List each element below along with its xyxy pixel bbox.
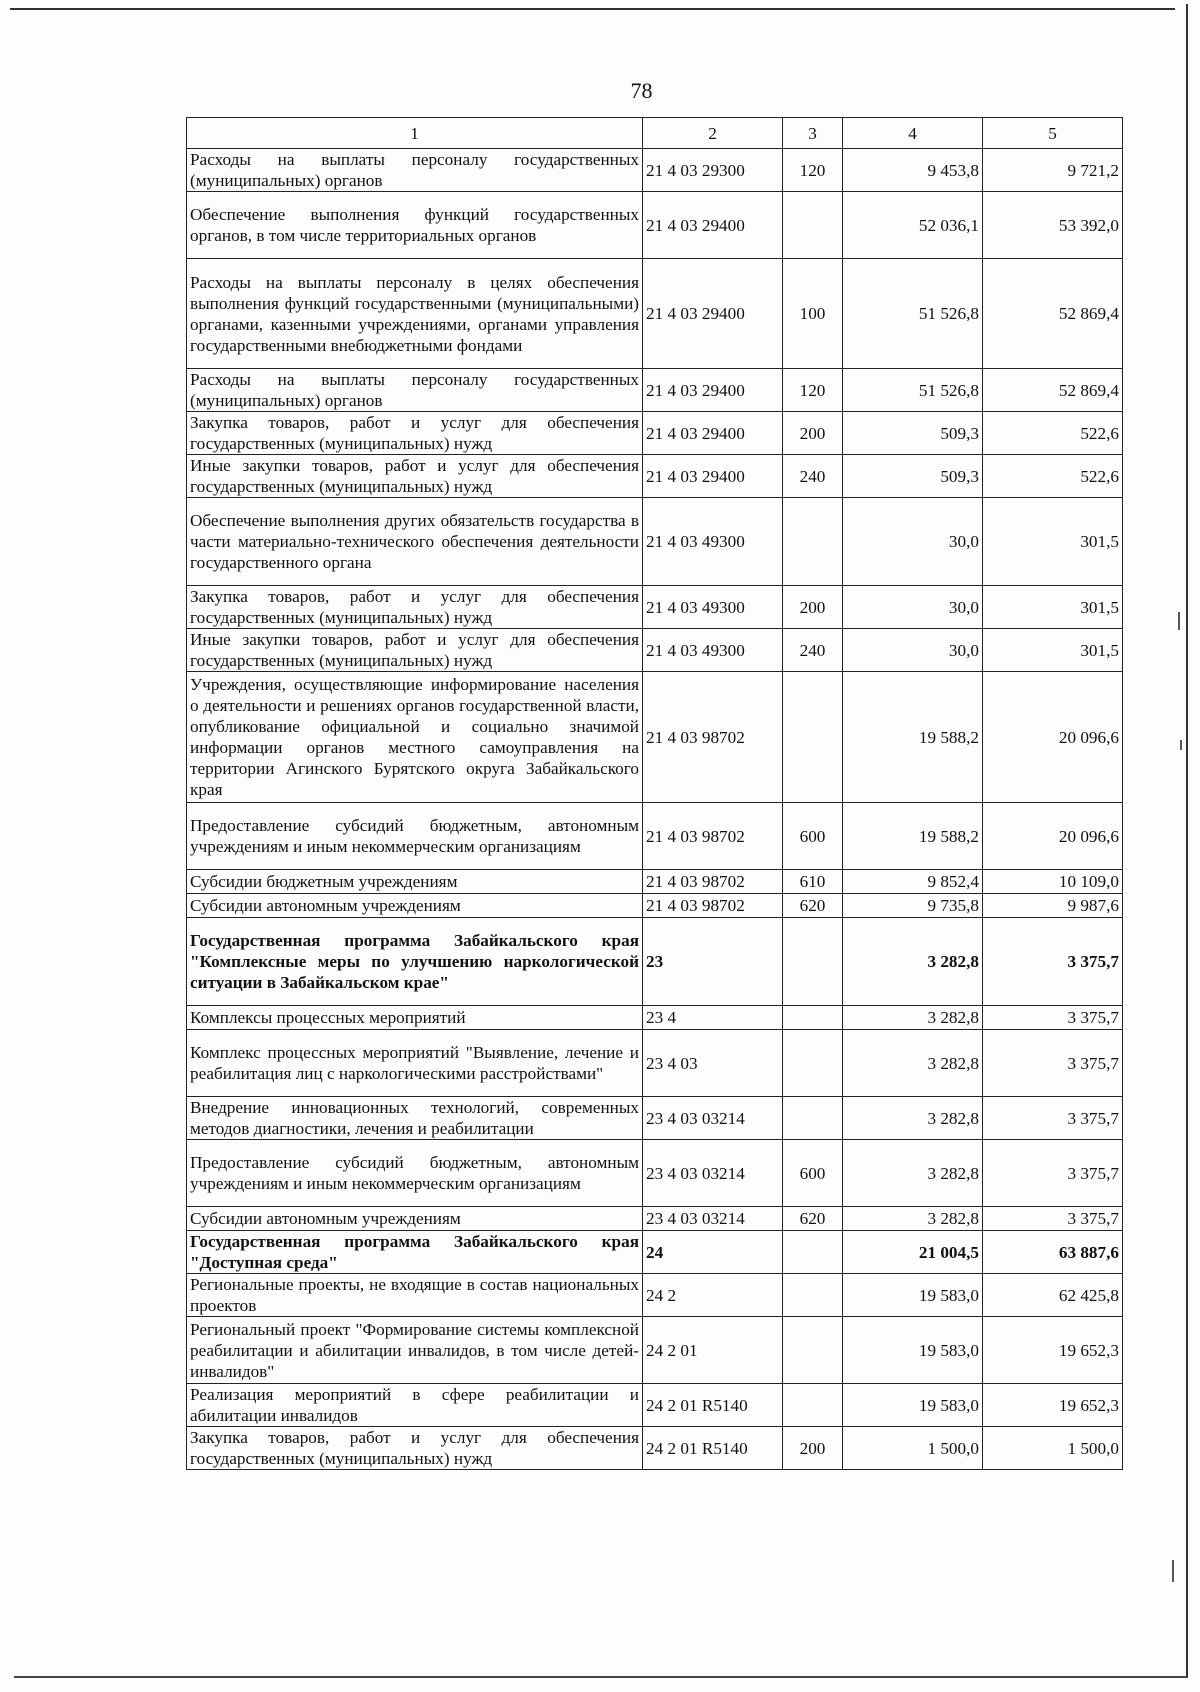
row-value-2: 3 375,7 <box>983 1207 1123 1231</box>
row-code: 21 4 03 29400 <box>643 192 783 259</box>
row-value-1: 9 735,8 <box>843 894 983 918</box>
row-name: Расходы на выплаты персоналу в целях обеспечения выполнения функций государственными (муниципальными) органами, казенными учреждениями, органами управления государственными внебюджетными фондами <box>187 259 643 369</box>
row-value-2: 301,5 <box>983 498 1123 586</box>
row-name: Субсидии бюджетным учреждениям <box>187 870 643 894</box>
row-type <box>783 498 843 586</box>
row-type <box>783 1384 843 1427</box>
row-name: Субсидии автономным учреждениям <box>187 1207 643 1231</box>
row-value-1: 19 588,2 <box>843 803 983 870</box>
row-type: 600 <box>783 803 843 870</box>
row-name: Государственная программа Забайкальского края "Комплексные меры по улучшению наркологической ситуации в Забайкальском крае" <box>187 918 643 1006</box>
row-value-2: 3 375,7 <box>983 1030 1123 1097</box>
row-type <box>783 1097 843 1140</box>
row-name: Предоставление субсидий бюджетным, автономным учреждениям и иным некоммерческим организациям <box>187 803 643 870</box>
row-name: Субсидии автономным учреждениям <box>187 894 643 918</box>
row-name: Комплекс процессных мероприятий "Выявление, лечение и реабилитация лиц с наркологическими расстройствами" <box>187 1030 643 1097</box>
row-code: 21 4 03 29400 <box>643 369 783 412</box>
row-type <box>783 1030 843 1097</box>
row-value-2: 3 375,7 <box>983 1097 1123 1140</box>
row-name: Расходы на выплаты персоналу государственных (муниципальных) органов <box>187 149 643 192</box>
row-value-1: 1 500,0 <box>843 1427 983 1470</box>
row-value-1: 509,3 <box>843 412 983 455</box>
page-edge-bottom <box>14 1676 1188 1678</box>
row-code: 23 <box>643 918 783 1006</box>
row-code: 23 4 03 03214 <box>643 1207 783 1231</box>
table-row <box>187 1006 1123 1030</box>
row-value-2: 63 887,6 <box>983 1231 1123 1274</box>
row-code: 21 4 03 49300 <box>643 629 783 672</box>
row-value-2: 3 375,7 <box>983 918 1123 1006</box>
row-type: 610 <box>783 870 843 894</box>
row-value-1: 21 004,5 <box>843 1231 983 1274</box>
page-edge-top <box>10 8 1175 10</box>
row-name: Иные закупки товаров, работ и услуг для обеспечения государственных (муниципальных) нужд <box>187 455 643 498</box>
table-row <box>187 412 1123 455</box>
table-row <box>187 1140 1123 1207</box>
row-type: 200 <box>783 586 843 629</box>
row-code: 24 2 01 R5140 <box>643 1427 783 1470</box>
table-row <box>187 369 1123 412</box>
row-name: Закупка товаров, работ и услуг для обеспечения государственных (муниципальных) нужд <box>187 412 643 455</box>
row-value-1: 19 588,2 <box>843 672 983 803</box>
page-number: 78 <box>630 78 653 103</box>
row-value-1: 509,3 <box>843 455 983 498</box>
row-value-1: 9 453,8 <box>843 149 983 192</box>
row-type <box>783 1006 843 1030</box>
row-value-2: 52 869,4 <box>983 259 1123 369</box>
table-row <box>187 1274 1123 1317</box>
row-code: 24 <box>643 1231 783 1274</box>
row-name: Расходы на выплаты персоналу государственных (муниципальных) органов <box>187 369 643 412</box>
row-value-1: 3 282,8 <box>843 918 983 1006</box>
column-header-name: 1 <box>187 118 643 149</box>
row-name: Государственная программа Забайкальского края "Доступная среда" <box>187 1231 643 1274</box>
row-value-1: 3 282,8 <box>843 1097 983 1140</box>
row-type: 200 <box>783 412 843 455</box>
row-value-2: 3 375,7 <box>983 1006 1123 1030</box>
row-type: 120 <box>783 369 843 412</box>
row-type <box>783 918 843 1006</box>
row-value-1: 19 583,0 <box>843 1384 983 1427</box>
table-row <box>187 1317 1123 1384</box>
row-name: Иные закупки товаров, работ и услуг для обеспечения государственных (муниципальных) нужд <box>187 629 643 672</box>
column-header-value-2: 5 <box>983 118 1123 149</box>
row-code: 21 4 03 49300 <box>643 586 783 629</box>
row-value-2: 53 392,0 <box>983 192 1123 259</box>
row-code: 21 4 03 98702 <box>643 672 783 803</box>
scan-mark <box>1180 740 1182 750</box>
row-value-2: 522,6 <box>983 455 1123 498</box>
row-code: 21 4 03 29400 <box>643 259 783 369</box>
row-type: 240 <box>783 629 843 672</box>
row-value-2: 3 375,7 <box>983 1140 1123 1207</box>
row-name: Комплексы процессных мероприятий <box>187 1006 643 1030</box>
table-row <box>187 1384 1123 1427</box>
row-value-1: 51 526,8 <box>843 259 983 369</box>
row-value-2: 62 425,8 <box>983 1274 1123 1317</box>
row-code: 21 4 03 98702 <box>643 870 783 894</box>
table-row <box>187 1231 1123 1274</box>
row-code: 21 4 03 98702 <box>643 894 783 918</box>
table-row <box>187 192 1123 259</box>
table-header-row <box>187 118 1123 149</box>
row-code: 21 4 03 98702 <box>643 803 783 870</box>
row-value-2: 20 096,6 <box>983 672 1123 803</box>
row-value-2: 19 652,3 <box>983 1384 1123 1427</box>
row-type: 620 <box>783 894 843 918</box>
row-code: 23 4 <box>643 1006 783 1030</box>
table-row <box>187 629 1123 672</box>
row-value-1: 52 036,1 <box>843 192 983 259</box>
table-row <box>187 672 1123 803</box>
table-row <box>187 259 1123 369</box>
row-type: 620 <box>783 1207 843 1231</box>
row-value-2: 9 987,6 <box>983 894 1123 918</box>
row-type <box>783 672 843 803</box>
table-row <box>187 918 1123 1006</box>
row-value-2: 301,5 <box>983 586 1123 629</box>
row-value-1: 51 526,8 <box>843 369 983 412</box>
row-type: 600 <box>783 1140 843 1207</box>
scan-mark <box>1178 612 1180 630</box>
row-type <box>783 192 843 259</box>
column-header-code: 2 <box>643 118 783 149</box>
row-value-1: 30,0 <box>843 629 983 672</box>
row-value-1: 19 583,0 <box>843 1274 983 1317</box>
budget-table <box>186 117 1123 1470</box>
row-value-2: 10 109,0 <box>983 870 1123 894</box>
table-row <box>187 1207 1123 1231</box>
table-body <box>187 149 1123 1470</box>
table-row <box>187 455 1123 498</box>
row-name: Региональный проект "Формирование системы комплексной реабилитации и абилитации инвалидов, в том числе детей-инвалидов" <box>187 1317 643 1384</box>
row-name: Региональные проекты, не входящие в состав национальных проектов <box>187 1274 643 1317</box>
table-row <box>187 586 1123 629</box>
row-code: 21 4 03 29300 <box>643 149 783 192</box>
row-name: Закупка товаров, работ и услуг для обеспечения государственных (муниципальных) нужд <box>187 586 643 629</box>
row-value-2: 52 869,4 <box>983 369 1123 412</box>
row-value-2: 522,6 <box>983 412 1123 455</box>
row-value-1: 3 282,8 <box>843 1030 983 1097</box>
row-value-1: 30,0 <box>843 498 983 586</box>
row-code: 23 4 03 <box>643 1030 783 1097</box>
row-type <box>783 1317 843 1384</box>
row-code: 21 4 03 49300 <box>643 498 783 586</box>
row-value-1: 3 282,8 <box>843 1207 983 1231</box>
row-code: 24 2 01 <box>643 1317 783 1384</box>
row-value-1: 3 282,8 <box>843 1140 983 1207</box>
row-code: 21 4 03 29400 <box>643 455 783 498</box>
table-row <box>187 149 1123 192</box>
row-type: 240 <box>783 455 843 498</box>
row-type <box>783 1274 843 1317</box>
row-name: Закупка товаров, работ и услуг для обеспечения государственных (муниципальных) нужд <box>187 1427 643 1470</box>
page-edge-right <box>1186 4 1188 1676</box>
row-value-2: 20 096,6 <box>983 803 1123 870</box>
row-value-2: 301,5 <box>983 629 1123 672</box>
row-value-1: 3 282,8 <box>843 1006 983 1030</box>
table-row <box>187 498 1123 586</box>
row-type: 200 <box>783 1427 843 1470</box>
row-value-2: 9 721,2 <box>983 149 1123 192</box>
row-value-1: 19 583,0 <box>843 1317 983 1384</box>
row-name: Учреждения, осуществляющие информирование населения о деятельности и решениях органов государственной власти, опубликование официальной и социально значимой информации органов местного самоуправления на территории Агинского Бурятского округа Забайкальского края <box>187 672 643 803</box>
row-value-2: 19 652,3 <box>983 1317 1123 1384</box>
row-code: 24 2 <box>643 1274 783 1317</box>
row-name: Реализация мероприятий в сфере реабилитации и абилитации инвалидов <box>187 1384 643 1427</box>
column-header-value-1: 4 <box>843 118 983 149</box>
table-row <box>187 1427 1123 1470</box>
row-name: Предоставление субсидий бюджетным, автономным учреждениям и иным некоммерческим организациям <box>187 1140 643 1207</box>
row-name: Обеспечение выполнения других обязательств государства в части материально-технического обеспечения деятельности государственного органа <box>187 498 643 586</box>
row-code: 23 4 03 03214 <box>643 1140 783 1207</box>
row-code: 21 4 03 29400 <box>643 412 783 455</box>
row-type <box>783 1231 843 1274</box>
row-code: 23 4 03 03214 <box>643 1097 783 1140</box>
row-type: 100 <box>783 259 843 369</box>
row-code: 24 2 01 R5140 <box>643 1384 783 1427</box>
row-value-1: 9 852,4 <box>843 870 983 894</box>
row-name: Внедрение инновационных технологий, современных методов диагностики, лечения и реабилитации <box>187 1097 643 1140</box>
row-name: Обеспечение выполнения функций государственных органов, в том числе территориальных органов <box>187 192 643 259</box>
row-type: 120 <box>783 149 843 192</box>
row-value-1: 30,0 <box>843 586 983 629</box>
table-row <box>187 1097 1123 1140</box>
row-value-2: 1 500,0 <box>983 1427 1123 1470</box>
table-row <box>187 894 1123 918</box>
table-row <box>187 803 1123 870</box>
table-row <box>187 870 1123 894</box>
column-header-type: 3 <box>783 118 843 149</box>
scan-mark <box>1172 1560 1174 1582</box>
table-row <box>187 1030 1123 1097</box>
